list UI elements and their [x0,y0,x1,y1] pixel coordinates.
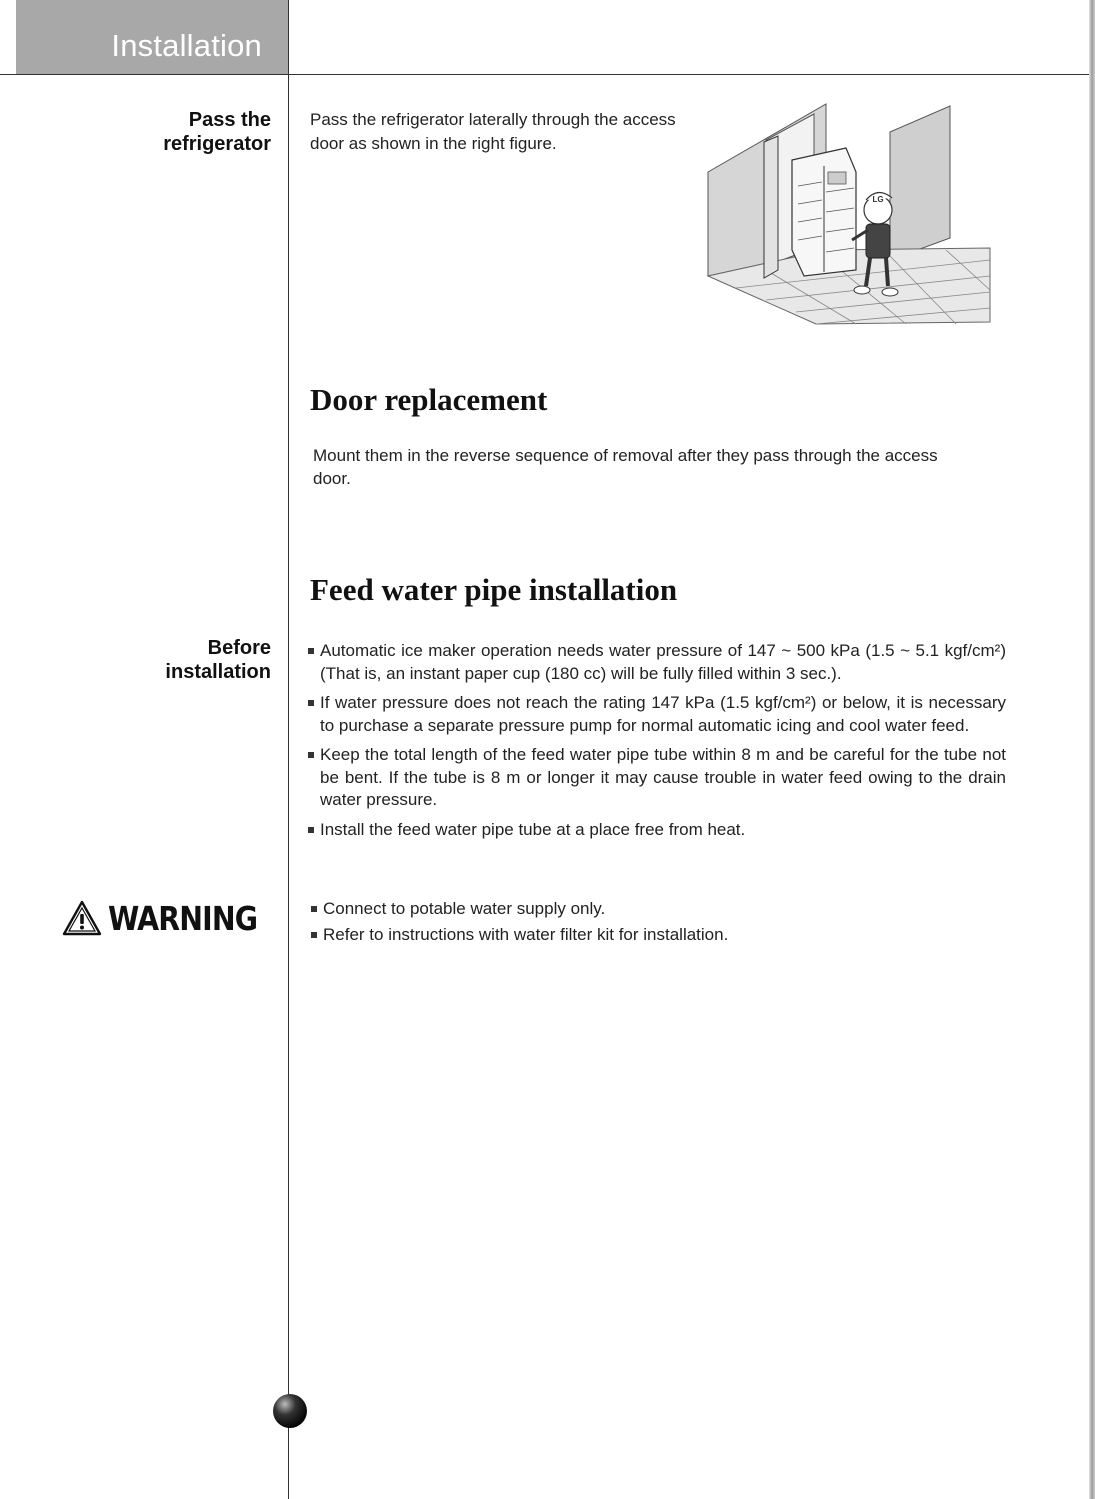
pass-text-line2: door as shown in the right figure. [310,134,557,153]
side-label-pass [163,108,271,156]
page-edge [1089,0,1095,1499]
list-item [308,819,1006,842]
list-item-text: If water pressure does not reach the rating 147 kPa (1.5 kgf/cm²) or below, it is necessary to purchase a separate pressure pump for normal automatic icing and cool water feed. [320,693,1006,735]
column-divider [288,0,289,1499]
warning-text: WARNING [108,898,258,938]
pass-text-line1: Pass the refrigerator laterally through the access [310,110,676,129]
list-item-text: Refer to instructions with water filter kit for installation. [323,924,729,944]
side-label-pass-line1: Pass the [188,109,271,131]
warning-label [62,896,281,940]
pass-text [310,108,676,156]
list-item [311,924,1009,947]
bullet-square-icon [308,827,314,833]
list-item-text: Keep the total length of the feed water pipe tube within 8 m and be careful for the tube not be bent. If the tube is 8 m or longer it may cause trouble in water feed owing to the drain water pressure. [320,745,1006,809]
bullet-square-icon [308,752,314,758]
door-text-line1: Mount them in the reverse sequence of removal after they pass through the access [313,446,938,465]
side-label-before [165,636,271,684]
list-item [308,640,1006,685]
side-label-pass-line2: refrigerator [163,133,271,155]
feed-bullet-list [308,640,1006,848]
side-label-before-line1: Before [207,637,271,659]
refrigerator-illustration [706,100,992,333]
bullet-square-icon [308,700,314,706]
list-item [311,898,1009,921]
door-text-line2: door. [313,469,351,488]
side-label-before-line2: installation [165,661,271,683]
warning-bullet-list [311,898,1009,953]
heading-feed-water: Feed water pipe installation [310,572,678,607]
heading-door-replacement: Door replacement [310,382,548,417]
warning-triangle-icon [62,900,102,936]
list-item-text: Automatic ice maker operation needs water pressure of 147 ~ 500 kPa (1.5 ~ 5.1 kgf/cm²) (That is, an instant paper cup (180 cc) will be fully filled within 3 sec.). [320,641,1006,683]
door-text [313,444,938,490]
lg-badge: LG [872,195,884,204]
bullet-square-icon [311,932,317,938]
bullet-square-icon [308,648,314,654]
list-item-text: Install the feed water pipe tube at a place free from heat. [320,819,746,839]
list-item-text: Connect to potable water supply only. [323,899,606,918]
list-item [308,744,1006,812]
header-tab [16,0,288,74]
bullet-square-icon [311,906,317,912]
list-item [308,692,1006,737]
header-rule [0,74,1095,75]
page-marker-dot [272,1393,308,1434]
page-title: Installation [111,28,262,63]
